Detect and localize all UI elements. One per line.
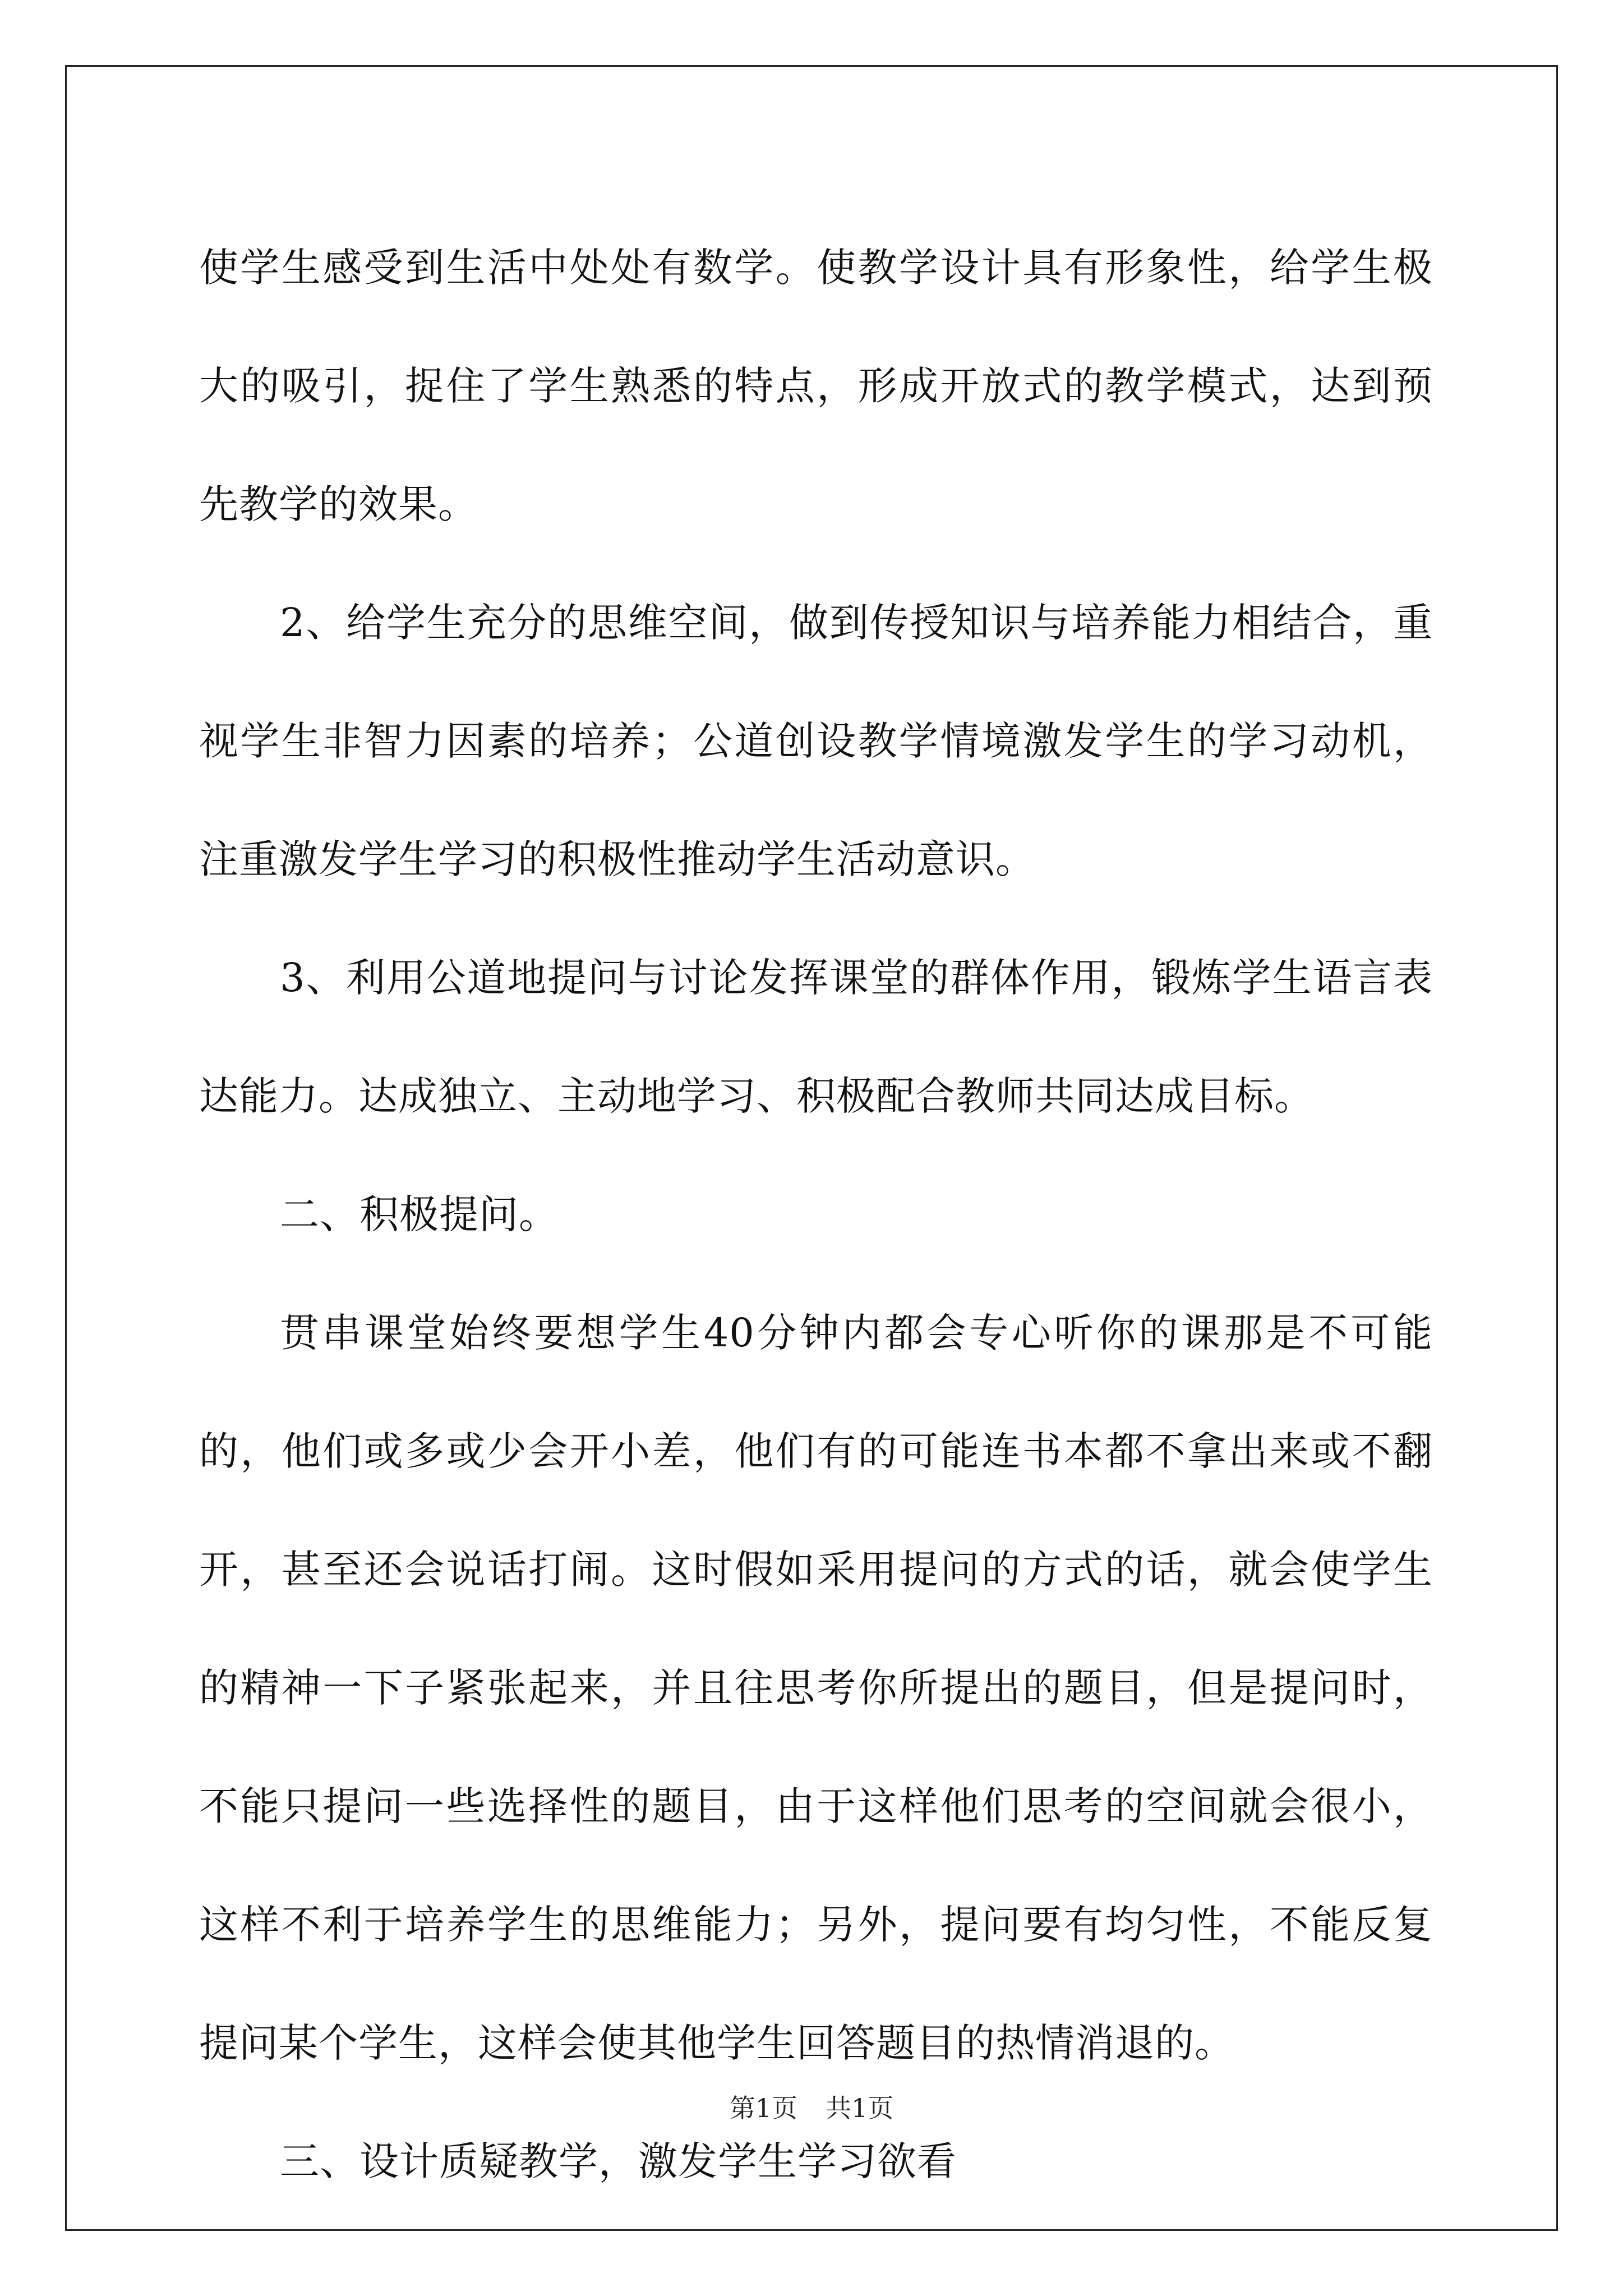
paragraph-2: 2、给学生充分的思维空间，做到传授知识与培养能力相结合，重视学生非智力因素的培养；公道创设教学情境激发学生的学习动机，注重激发学生学习的积极性推动学生活动意识。: [199, 600, 1433, 882]
page-number: 第1页: [729, 2093, 797, 2123]
document-body: [199, 209, 1433, 2221]
page-footer: [0, 2091, 1623, 2125]
paragraph-4: 贯串课堂始终要想学生40分钟内都会专心听你的课那是不可能的，他们或多或少会开小差，他们有的可能连书本都不拿出来或不翻开，甚至还会说话打闹。这时假如采用提问的方式的话，就会使学生的精神一下子紧张起来，并且往思考你所提出的题目，但是提问时，不能只提问一些选择性的题目，由于这样他们思考的空间就会很小，这样不利于培养学生的思维能力；另外，提问要有均匀性，不能反复提问某个学生，这样会使其他学生回答题目的热情消退的。: [199, 1310, 1433, 2066]
paragraph-1: 使学生感受到生活中处处有数学。使教学设计具有形象性，给学生极大的吸引，捉住了学生熟悉的特点，形成开放式的教学模式，达到预先教学的效果。: [199, 245, 1433, 527]
paragraph-3: 3、利用公道地提问与讨论发挥课堂的群体作用，锻炼学生语言表达能力。达成独立、主动地学习、积极配合教师共同达成目标。: [199, 955, 1433, 1119]
page-total: 共1页: [826, 2093, 894, 2123]
section-heading-3: 三、设计质疑教学，激发学生学习欲看: [280, 2138, 957, 2184]
section-heading-2: 二、积极提问。: [280, 1191, 559, 1237]
